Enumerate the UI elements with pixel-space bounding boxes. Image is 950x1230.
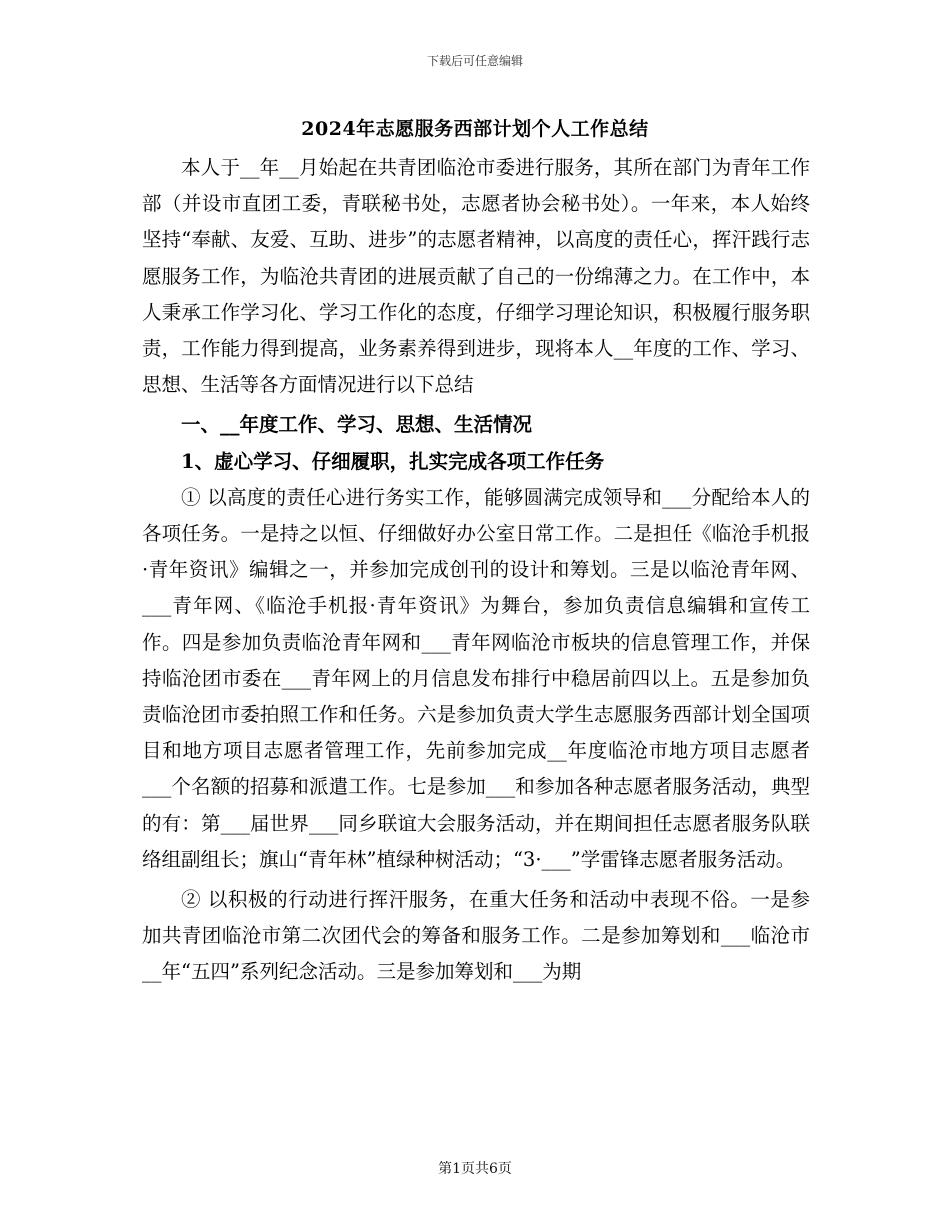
page-number: 第1页共6页 xyxy=(438,1161,512,1177)
paragraph-item-1: ① 以高度的责任心进行务实工作，能够圆满完成领导和___分配给本人的各项任务。一是持之以恒、仔细做好办公室日常工作。二是担任《临沧手机报·青年资讯》编辑之一，并参加完成创刊的设计和筹划。三是以临沧青年网、___青年网、《临沧手机报·青年资讯》为舞台，参加负责信息编辑和宣传工作。四是参加负责临沧青年网和___青年网临沧市板块的信息管理工作，并保持临沧团市委在___青年网上的月信息发布排行中稳居前四以上。五是参加负责临沧团市委拍照工作和任务。六是参加负责大学生志愿服务西部计划全国项目和地方项目志愿者管理工作，先前参加完成__年度临沧市地方项目志愿者___个名额的招募和派遣工作。七是参加___和参加各种志愿者服务活动，典型的有：第___届世界___同乡联谊大会服务活动，并在期间担任志愿者服务队联络组副组长；旗山“青年林”植绿种树活动；“3·___”学雷锋志愿者服务活动。 xyxy=(142,485,810,871)
document-body xyxy=(142,150,810,991)
header-note: 下载后可任意编辑 xyxy=(426,54,523,68)
paragraph-item-2: ② 以积极的行动进行挥汗服务，在重大任务和活动中表现不俗。一是参加共青团临沧市第二次团代会的筹备和服务工作。二是参加筹划和___临沧市__年“五四”系列纪念活动。三是参加筹划和___为期 xyxy=(142,888,810,984)
section-heading: 一、__年度工作、学习、思想、生活情况 xyxy=(181,413,533,437)
document-title: 2024年志愿服务西部计划个人工作总结 xyxy=(301,118,649,140)
paragraph-intro: 本人于__年__月始起在共青团临沧市委进行服务，其所在部门为青年工作部（并设市直团工委，青联秘书处，志愿者协会秘书处）。一年来，本人始终坚持“奉献、友爱、互助、进步”的志愿者精神，以高度的责任心，挥汗践行志愿服务工作，为临沧共青团的进展贡献了自己的一份绵薄之力。在工作中，本人秉承工作学习化、学习工作化的态度，仔细学习理论知识，积极履行服务职责，工作能力得到提高，业务素养得到进步，现将本人__年度的工作、学习、思想、生活等各方面情况进行以下总结 xyxy=(142,156,810,397)
subsection-heading: 1、虚心学习、仔细履职，扎实完成各项工作任务 xyxy=(181,449,605,473)
